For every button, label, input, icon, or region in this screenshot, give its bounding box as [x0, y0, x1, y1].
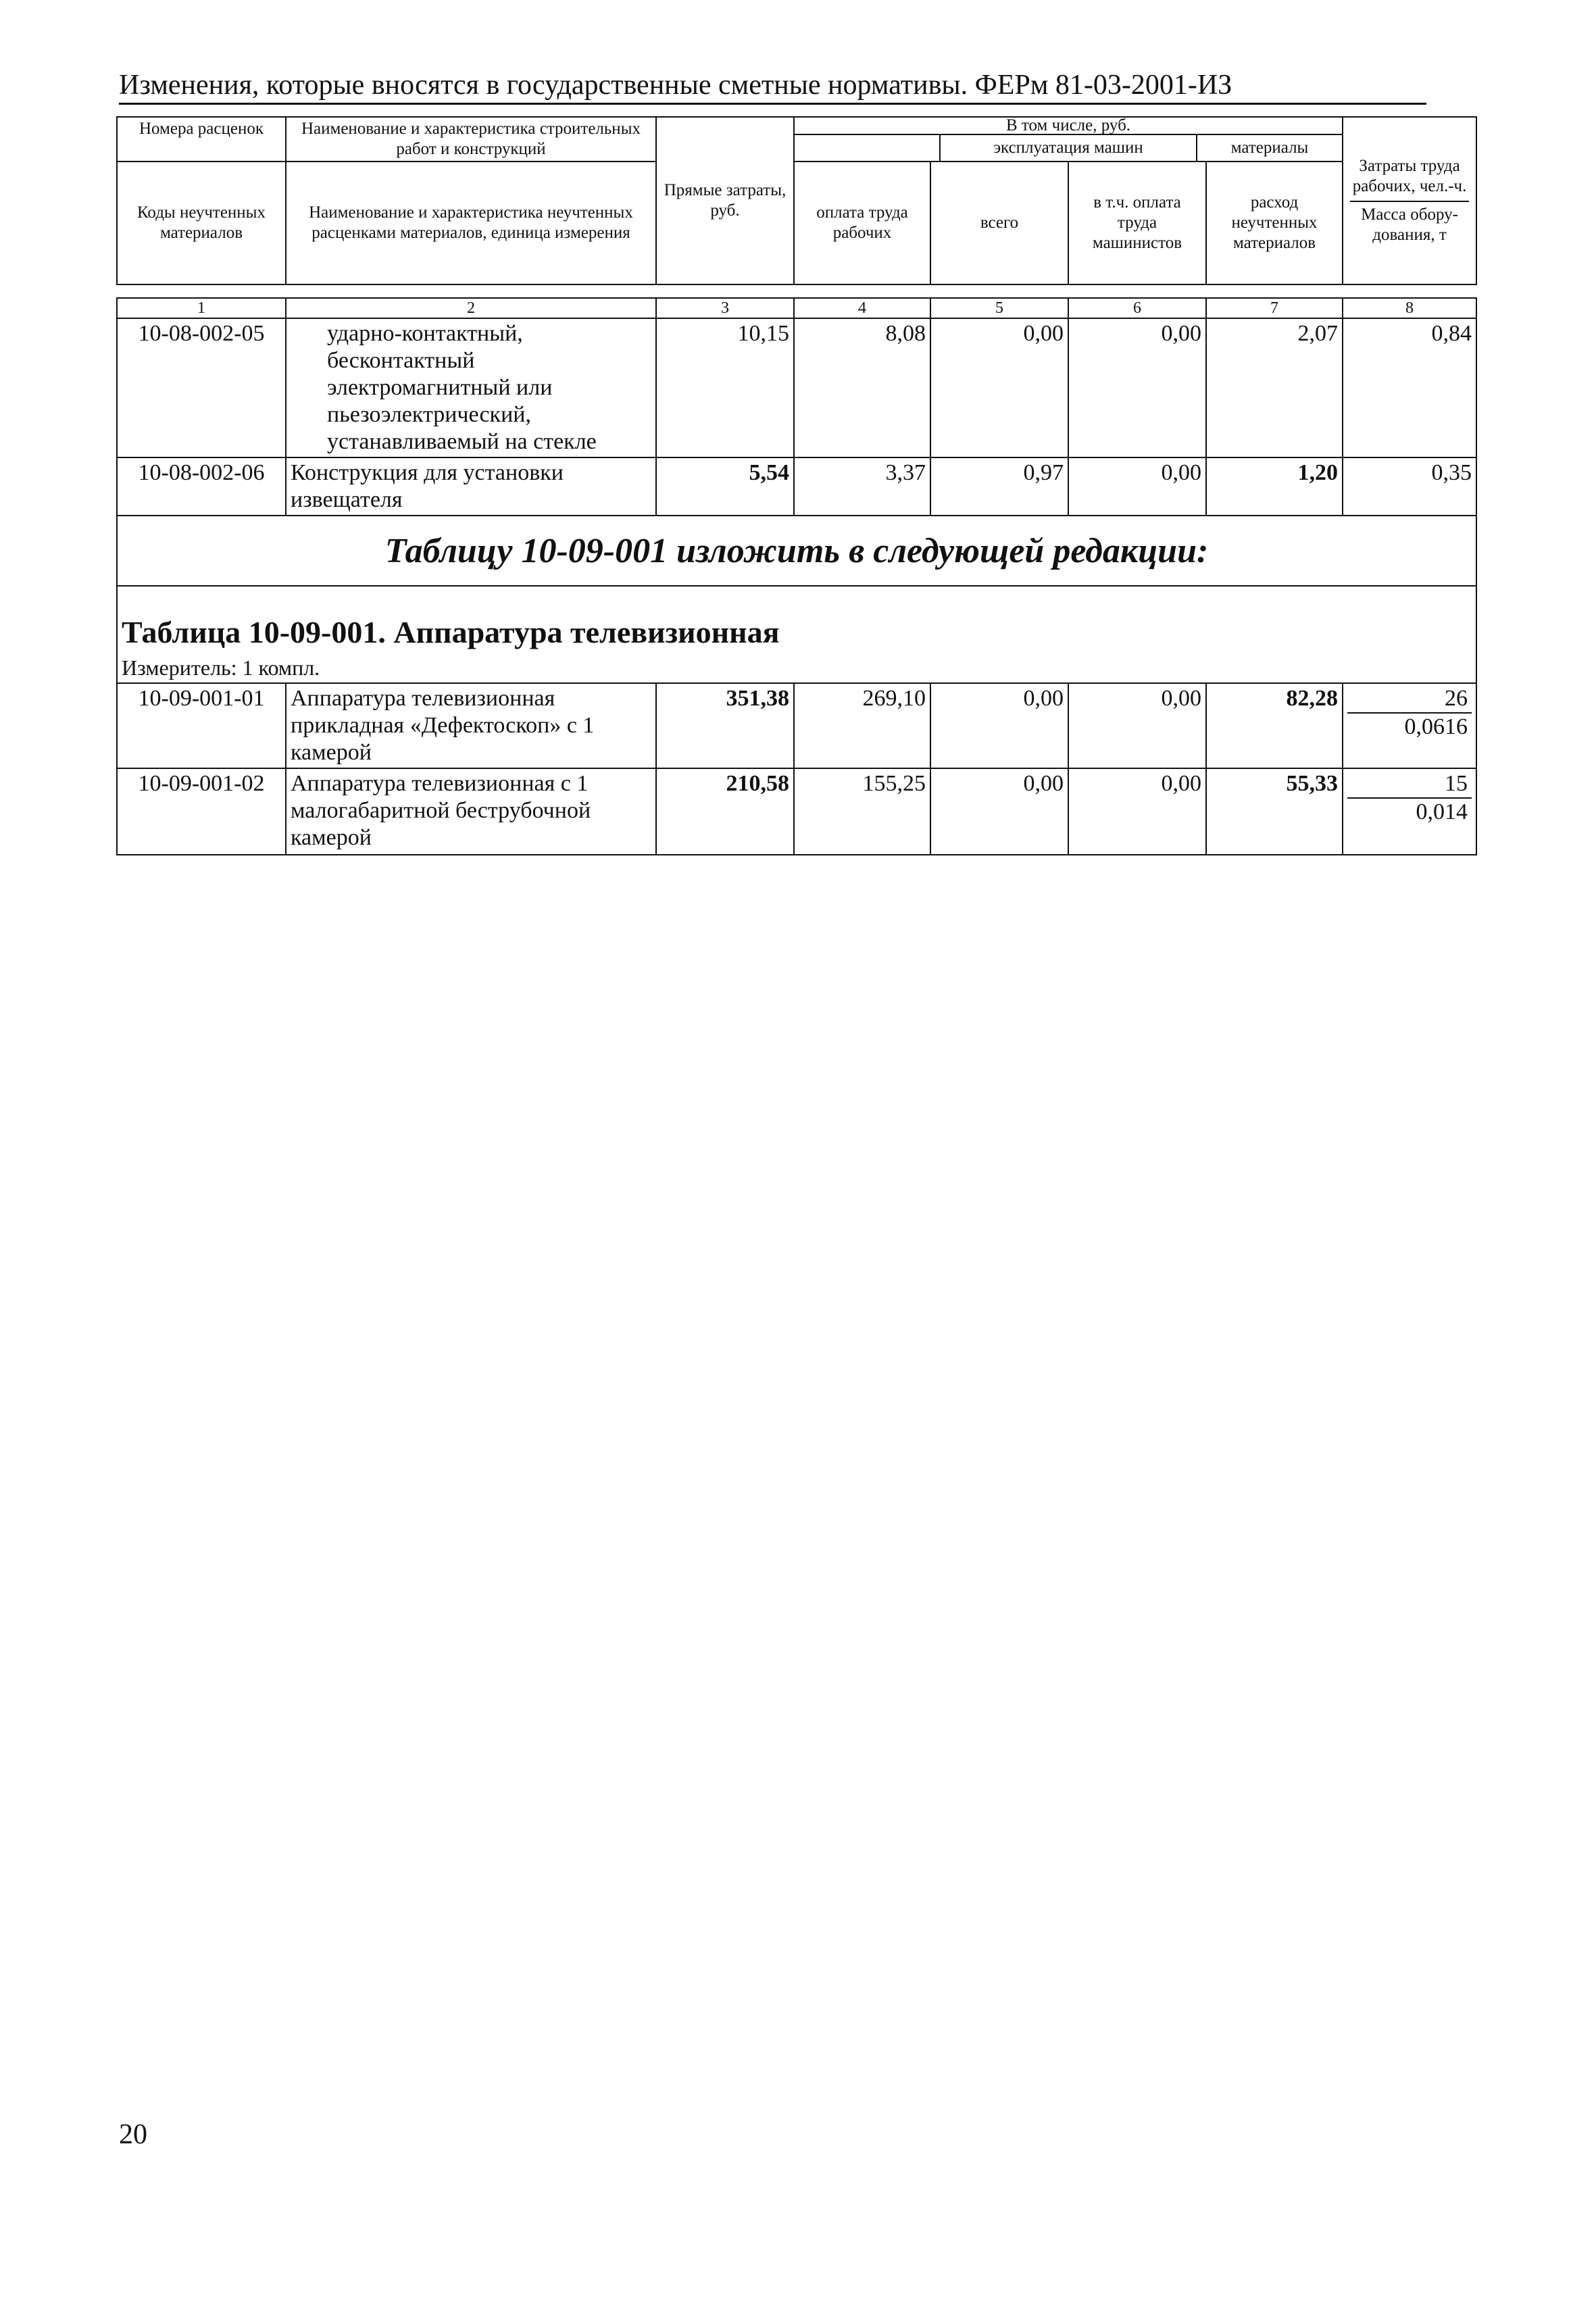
rate-code: 10-08-002-05	[117, 318, 286, 457]
page-number: 20	[119, 2119, 147, 2150]
rate-name: ударно-контактный, бесконтактный электромагнитный или пьезоэлектрический, устанавливаемый на стекле	[286, 318, 656, 457]
materials-cost: 82,28	[1206, 683, 1343, 768]
rate-name: Конструкция для установки извещателя	[286, 457, 656, 516]
rates-table	[116, 116, 1477, 855]
direct-cost: 210,58	[656, 768, 794, 855]
rate-name: Аппаратура телевизионная прикладная «Дефектоскоп» с 1 камерой	[286, 683, 656, 768]
document-header: Изменения, которые вносятся в государственные сметные нормативы. ФЕРм 81-03-2001-ИЗ	[119, 68, 1426, 105]
machines-cost: 0,00	[930, 683, 1068, 768]
materials-cost: 2,07	[1206, 318, 1343, 457]
labor-hours: 15	[1347, 770, 1472, 799]
col7-header: расход неучтенных материалов	[1206, 161, 1343, 284]
labor-hours: 0,35	[1343, 457, 1476, 516]
rate-name: Аппаратура телевизионная с 1 малогабаритной беструбочной камерой	[286, 768, 656, 855]
operators-cost: 0,00	[1068, 683, 1206, 768]
group-header-materials: материалы	[1197, 135, 1342, 161]
labor-cost: 269,10	[794, 683, 930, 768]
table-row	[117, 457, 1476, 516]
machines-cost: 0,00	[930, 768, 1068, 855]
direct-cost: 5,54	[656, 457, 794, 516]
group-header-machines: эксплуатация машин	[940, 135, 1197, 161]
col1-header-top: Номера расценок	[117, 117, 286, 161]
machines-cost: 0,00	[930, 318, 1068, 457]
col1-header-bottom: Коды неучтенных материалов	[117, 161, 286, 284]
labor-hours: 26	[1347, 685, 1472, 714]
operators-cost: 0,00	[1068, 457, 1206, 516]
materials-cost: 1,20	[1206, 457, 1343, 516]
col5-header: всего	[930, 161, 1068, 284]
labor-cost: 3,37	[794, 457, 930, 516]
rate-code: 10-09-001-01	[117, 683, 286, 768]
labor-cost: 8,08	[794, 318, 930, 457]
labor-hours: 0,84	[1343, 318, 1476, 457]
materials-cost: 55,33	[1206, 768, 1343, 855]
machines-cost: 0,97	[930, 457, 1068, 516]
column-numbers-row: 1 2 3 4 5 6 7 8	[117, 298, 1476, 318]
labor-hours-mass	[1343, 683, 1476, 768]
col2-header-bottom: Наименование и характеристика неучтенных расценками материалов, единица измерения	[286, 161, 656, 284]
col6-header: в т.ч. оплата труда машинистов	[1068, 161, 1206, 284]
equipment-mass: 0,014	[1416, 799, 1468, 824]
unit-of-measure: Измеритель: 1 компл.	[117, 653, 1476, 683]
rate-code: 10-08-002-06	[117, 457, 286, 516]
operators-cost: 0,00	[1068, 318, 1206, 457]
col4-header: оплата труда рабочих	[794, 161, 930, 284]
equipment-mass: 0,0616	[1404, 714, 1468, 739]
col2-header-top: Наименование и характеристика строительных работ и конструкций	[286, 117, 656, 161]
col8-header: Затраты труда рабочих, чел.-ч. Масса обору-дования, т	[1343, 117, 1476, 284]
rate-code: 10-09-001-02	[117, 768, 286, 855]
labor-cost: 155,25	[794, 768, 930, 855]
direct-cost: 10,15	[656, 318, 794, 457]
col3-header: Прямые затраты, руб.	[656, 117, 794, 284]
group-header-incl: В том числе, руб. эксплуатация машин материалы	[794, 117, 1343, 161]
table-replacement-notice: Таблицу 10-09-001 изложить в следующей редакции:	[117, 516, 1476, 586]
table-title: Таблица 10-09-001. Аппаратура телевизионная	[117, 586, 1476, 653]
operators-cost: 0,00	[1068, 768, 1206, 855]
table-row	[117, 318, 1476, 457]
table-row	[117, 683, 1476, 768]
table-row	[117, 768, 1476, 855]
direct-cost: 351,38	[656, 683, 794, 768]
labor-hours-mass	[1343, 768, 1476, 855]
